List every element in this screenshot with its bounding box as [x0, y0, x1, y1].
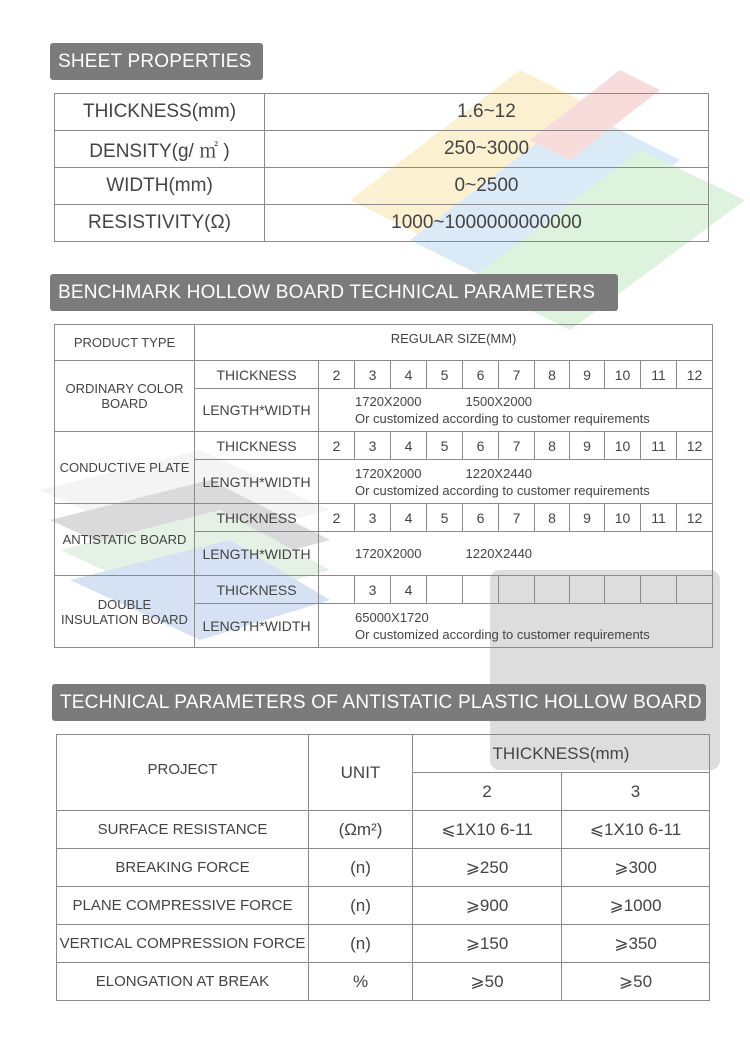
product-name: DOUBLE INSULATION BOARD: [55, 576, 195, 648]
thickness-value: [499, 576, 535, 604]
thickness-value: [319, 576, 355, 604]
thickness-value: [605, 576, 641, 604]
product-thickness-row: [55, 576, 713, 604]
thickness-value: 6: [463, 432, 499, 460]
length-width-label: LENGTH*WIDTH: [195, 460, 319, 504]
benchmark-header: BENCHMARK HOLLOW BOARD TECHNICAL PARAMETERS: [50, 274, 618, 311]
size-cell: [319, 389, 713, 432]
project-name: ELONGATION AT BREAK: [57, 963, 309, 1001]
thickness-value: 10: [605, 432, 641, 460]
thickness-value: 3: [355, 432, 391, 460]
sheet-properties-table: [54, 93, 709, 242]
thickness-value: [641, 576, 677, 604]
value-3mm: ⩽1X10 6-11: [562, 811, 710, 849]
thickness-label: THICKNESS: [195, 504, 319, 532]
size-a: 1720X2000: [355, 394, 422, 409]
value-2mm: ⩾50: [413, 963, 562, 1001]
sheet-properties-header: SHEET PROPERTIES: [50, 43, 263, 80]
project-header: PROJECT: [57, 735, 309, 811]
thickness-value: 9: [570, 504, 605, 532]
size-a: 65000X1720: [355, 609, 429, 625]
size-cell: [319, 532, 713, 576]
property-label: DENSITY(g/ ㎡ ): [55, 131, 265, 168]
property-value: 1.6~12: [265, 94, 709, 131]
header-row: [55, 325, 713, 361]
size-b: 1220X2440: [465, 465, 533, 481]
thickness-value: 2: [319, 504, 355, 532]
thickness-value: [570, 576, 605, 604]
length-width-label: LENGTH*WIDTH: [195, 532, 319, 576]
size-b: 1500X2000: [465, 394, 533, 409]
unit-value: (n): [309, 887, 413, 925]
thickness-value: 9: [570, 432, 605, 460]
size-cell: [319, 460, 713, 504]
property-value: 250~3000: [265, 131, 709, 168]
regular-size-header: REGULAR SIZE(MM): [195, 325, 713, 361]
thickness-value: 6: [463, 504, 499, 532]
customization-note: Or customized according to customer requirements: [355, 411, 650, 426]
thickness-value: 11: [641, 504, 677, 532]
size-b: 1220X2440: [465, 546, 533, 561]
product-name: ORDINARY COLOR BOARD: [55, 361, 195, 432]
value-2mm: ⩾900: [413, 887, 562, 925]
thickness-value: 7: [499, 361, 535, 389]
thickness-header: THICKNESS(mm): [413, 735, 710, 773]
thickness-value: 12: [677, 361, 713, 389]
property-value: 1000~1000000000000: [265, 205, 709, 242]
thickness-label: THICKNESS: [195, 432, 319, 460]
product-thickness-row: [55, 432, 713, 460]
thickness-value: [677, 576, 713, 604]
size-a: 1720X2000: [355, 546, 422, 561]
thickness-value: 5: [427, 432, 463, 460]
value-2mm: ⩽1X10 6-11: [413, 811, 562, 849]
thickness-value: 8: [535, 504, 570, 532]
thickness-value: 4: [391, 504, 427, 532]
unit-value: (n): [309, 925, 413, 963]
size-a: 1720X2000: [355, 465, 422, 481]
length-width-label: LENGTH*WIDTH: [195, 604, 319, 648]
thickness-label: THICKNESS: [195, 576, 319, 604]
customization-note: Or customized according to customer requirements: [355, 482, 650, 498]
thickness-value: 4: [391, 576, 427, 604]
unit-header: UNIT: [309, 735, 413, 811]
thickness-value: 8: [535, 432, 570, 460]
length-width-label: LENGTH*WIDTH: [195, 389, 319, 432]
property-row: [55, 131, 709, 168]
thickness-value: 10: [605, 361, 641, 389]
product-thickness-row: [55, 361, 713, 389]
thickness-value: [463, 576, 499, 604]
value-2mm: ⩾250: [413, 849, 562, 887]
parameter-row: [57, 887, 710, 925]
thickness-value: 2: [319, 361, 355, 389]
thickness-value: 2: [319, 432, 355, 460]
product-type-header: PRODUCT TYPE: [55, 325, 195, 361]
project-name: SURFACE RESISTANCE: [57, 811, 309, 849]
product-thickness-row: [55, 504, 713, 532]
parameter-row: [57, 849, 710, 887]
thickness-value: 6: [463, 361, 499, 389]
project-name: VERTICAL COMPRESSION FORCE: [57, 925, 309, 963]
thickness-col: 2: [413, 773, 562, 811]
product-name: ANTISTATIC BOARD: [55, 504, 195, 576]
benchmark-table: [54, 324, 713, 648]
thickness-value: 4: [391, 361, 427, 389]
thickness-value: 3: [355, 361, 391, 389]
project-name: BREAKING FORCE: [57, 849, 309, 887]
unit-value: %: [309, 963, 413, 1001]
property-row: [55, 205, 709, 242]
thickness-value: 5: [427, 504, 463, 532]
thickness-value: 11: [641, 361, 677, 389]
antistatic-table: [56, 734, 710, 1001]
thickness-value: 7: [499, 504, 535, 532]
thickness-value: 3: [355, 576, 391, 604]
thickness-col: 3: [562, 773, 710, 811]
parameter-row: [57, 963, 710, 1001]
thickness-value: 8: [535, 361, 570, 389]
thickness-value: 12: [677, 504, 713, 532]
value-3mm: ⩾350: [562, 925, 710, 963]
property-value: 0~2500: [265, 168, 709, 205]
property-label: THICKNESS(mm): [55, 94, 265, 131]
property-row: [55, 94, 709, 131]
thickness-value: 7: [499, 432, 535, 460]
project-name: PLANE COMPRESSIVE FORCE: [57, 887, 309, 925]
unit-value: (Ωm²): [309, 811, 413, 849]
value-3mm: ⩾300: [562, 849, 710, 887]
product-name: CONDUCTIVE PLATE: [55, 432, 195, 504]
value-3mm: ⩾1000: [562, 887, 710, 925]
thickness-value: 11: [641, 432, 677, 460]
value-3mm: ⩾50: [562, 963, 710, 1001]
property-label: RESISTIVITY(Ω): [55, 205, 265, 242]
parameter-row: [57, 925, 710, 963]
thickness-value: 10: [605, 504, 641, 532]
thickness-value: 3: [355, 504, 391, 532]
thickness-value: 5: [427, 361, 463, 389]
thickness-value: 12: [677, 432, 713, 460]
customization-note: Or customized according to customer requirements: [355, 626, 650, 642]
unit-value: (n): [309, 849, 413, 887]
property-row: [55, 168, 709, 205]
header-row: [57, 735, 710, 773]
size-cell: [319, 604, 713, 648]
thickness-value: 9: [570, 361, 605, 389]
thickness-value: 4: [391, 432, 427, 460]
antistatic-header: TECHNICAL PARAMETERS OF ANTISTATIC PLASTIC HOLLOW BOARD: [52, 684, 706, 721]
thickness-value: [535, 576, 570, 604]
thickness-value: [427, 576, 463, 604]
property-label: WIDTH(mm): [55, 168, 265, 205]
thickness-label: THICKNESS: [195, 361, 319, 389]
parameter-row: [57, 811, 710, 849]
value-2mm: ⩾150: [413, 925, 562, 963]
